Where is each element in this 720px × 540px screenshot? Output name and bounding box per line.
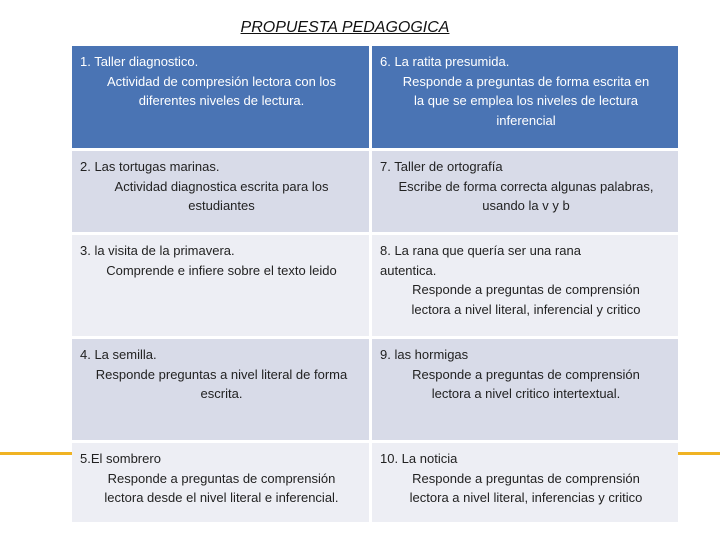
proposal-table — [72, 46, 678, 525]
cell-line: lectora a nivel literal, inferencial y critico — [411, 301, 641, 317]
table-cell-activity-1 — [72, 46, 372, 151]
cell-line: lectora desde el nivel literal e inferencial. — [104, 490, 339, 505]
accent-line-left — [0, 452, 72, 455]
cell-line: diferentes niveles de lectura. — [138, 93, 305, 108]
cell-line: 1. Taller diagnostico. — [80, 54, 199, 69]
cell-line: autentica. — [380, 262, 437, 278]
cell-line: 10. La noticia — [380, 451, 458, 466]
cell-line: Responde a preguntas de comprensión — [107, 470, 336, 486]
table-cell-activity-10 — [372, 443, 678, 525]
table-cell-activity-6 — [372, 46, 678, 151]
table-cell-activity-4 — [72, 339, 372, 443]
cell-line: lectora a nivel literal, inferencias y critico — [409, 490, 643, 505]
cell-line: Responde a preguntas de comprensión — [412, 366, 640, 382]
cell-line: Responde a preguntas de comprensión — [412, 470, 640, 486]
cell-line: Escribe de forma correcta algunas palabras, — [398, 178, 654, 194]
cell-line: estudiantes — [188, 198, 255, 213]
cell-line: 3. la visita de la primavera. — [80, 243, 235, 258]
table-cell-activity-8 — [372, 235, 678, 339]
cell-line: Responde preguntas a nivel literal de forma — [95, 366, 348, 382]
table-cell-activity-7 — [372, 151, 678, 235]
table-cell-activity-2 — [72, 151, 372, 235]
cell-line: lectora a nivel critico intertextual. — [431, 386, 621, 401]
cell-line: 8. La rana que quería ser una rana — [380, 243, 581, 258]
cell-line: inferencial — [496, 112, 556, 128]
cell-line: usando la v y b — [482, 198, 570, 213]
cell-line: Actividad de compresión lectora con los — [106, 73, 337, 89]
table-cell-activity-9 — [372, 339, 678, 443]
cell-line: 2. Las tortugas marinas. — [80, 159, 220, 174]
cell-line: Responde a preguntas de forma escrita en — [402, 73, 650, 89]
cell-line: 6. La ratita presumida. — [380, 54, 510, 69]
cell-line: 4. La semilla. — [80, 347, 157, 362]
cell-line: escrita. — [200, 386, 243, 401]
cell-line: Actividad diagnostica escrita para los — [114, 178, 329, 194]
cell-line: la que se emplea los niveles de lectura — [413, 93, 639, 108]
accent-line-right — [678, 452, 720, 455]
table-cell-activity-3 — [72, 235, 372, 339]
cell-line: Comprende e infiere sobre el texto leido — [106, 262, 337, 278]
page-title: PROPUESTA PEDAGOGICA — [240, 19, 450, 36]
cell-line: 9. las hormigas — [380, 347, 469, 362]
cell-line: 5.El sombrero — [80, 451, 161, 466]
cell-line: 7. Taller de ortografía — [380, 159, 503, 174]
table-cell-activity-5 — [72, 443, 372, 525]
cell-line: Responde a preguntas de comprensión — [412, 282, 640, 297]
